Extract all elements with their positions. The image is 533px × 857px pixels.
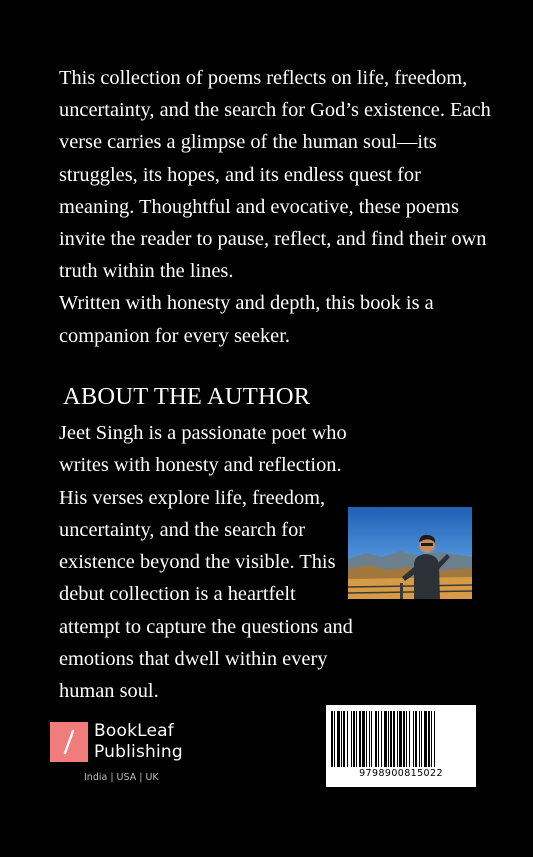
barcode-bar [421,711,422,767]
about-author-heading: ABOUT THE AUTHOR [63,383,311,410]
barcode-bar [384,711,387,767]
barcode-bar [371,711,372,767]
barcode-bar [362,711,365,767]
barcode-bar [413,711,414,767]
barcode-bar [343,711,345,767]
isbn-barcode [326,705,476,787]
back-cover-blurb [59,62,499,352]
barcode-bar [337,711,340,767]
barcode-bar [359,711,361,767]
barcode-bar [351,711,352,767]
barcode-bar [369,711,370,767]
barcode-bar [428,711,430,767]
publisher-name-line-2: Publishing [94,742,183,762]
publisher-name-line-1: BookLeaf [94,721,174,741]
author-photo [348,507,472,599]
publisher-tagline: India | USA | UK [84,772,159,783]
barcode-bar [431,711,432,767]
barcode-bar [341,711,342,767]
barcode-bar [406,711,407,767]
barcode-bar [424,711,427,767]
barcode-bar [390,711,392,767]
barcode-bar [334,711,335,767]
barcode-bar [347,711,348,767]
barcode-bar [388,711,389,767]
barcode-bar [415,711,417,767]
barcode-bar [419,711,420,767]
barcode-bar [393,711,395,767]
blurb-paragraph-2: Written with honesty and depth, this book is a companion for every seeker. [59,292,434,347]
barcode-bar [375,711,377,767]
barcode-bar [409,711,410,767]
isbn-number: 9798900815022 [359,768,443,779]
bookleaf-logo-icon [50,722,88,762]
barcode-bar [381,711,382,767]
publisher-logo [50,722,210,792]
barcode-bar [434,711,435,767]
barcode-graphic [331,711,471,767]
barcode-bar [366,711,367,767]
publisher-name [94,721,183,763]
barcode-bar [353,711,355,767]
barcode-bar [356,711,357,767]
barcode-bar [399,711,402,767]
barcode-bar [331,711,333,767]
blurb-paragraph-1: This collection of poems reflects on life, freedom, uncertainty, and the search for God’s existence. Each verse carries a glimpse of the human soul—its struggles, its hopes, and its endless quest for meaning. Thoughtful and evocative, these poems invite the reader to pause, reflect, and find their own truth within the lines. [59,67,491,283]
barcode-bar [397,711,398,767]
barcode-bar [378,711,379,767]
author-bio: Jeet Singh is a passionate poet who writes with honesty and reflection. His verses explore life, freedom, uncertainty, and the search for existence beyond the visible. This debut collection is a heartfelt attempt to capture the questions and emotions that dwell within every human soul. [59,422,353,703]
barcode-bar [403,711,405,767]
